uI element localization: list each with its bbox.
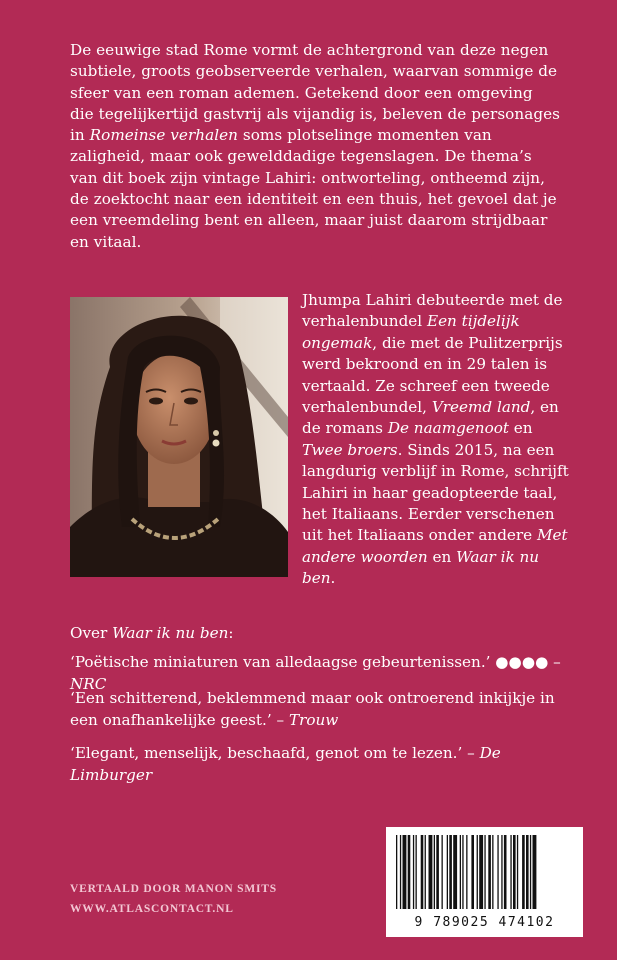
- barcode-bar: [400, 835, 401, 909]
- barcode-bar: [429, 835, 433, 909]
- quote-text: ‘Een schitterend, beklemmend maar ook ontroerend inkijkje in een onafhankelijke geest.’ –: [70, 689, 555, 729]
- barcode-bar: [425, 835, 426, 909]
- barcode-bars: [386, 827, 583, 915]
- isbn-digits: 9 789025 474102: [414, 915, 555, 930]
- translator-credit: VERTAALD DOOR MANON SMITS: [70, 883, 277, 895]
- barcode-bar: [449, 835, 452, 909]
- barcode-bar: [533, 835, 537, 909]
- bio-text-7: .: [330, 569, 336, 588]
- quote-text: ‘Elegant, menselijk, beschaafd, genot om te lezen.’ –: [70, 744, 480, 762]
- reviews-heading-title: Waar ik nu ben: [112, 624, 229, 642]
- barcode-bar: [447, 835, 448, 909]
- barcode-bar: [408, 835, 411, 909]
- barcode-bar: [477, 835, 478, 909]
- review-quote: [70, 743, 570, 786]
- blurb-text-2: soms plotselinge momenten van zaligheid, maar ook gewelddadige tegenslagen. De thema’s van dit boek zijn vintage Lahiri: ontworteling, ontheemd zijn, de zoektocht naar een identiteit en een thuis, het gevoel dat je een vreemdeling bent en alleen, maar juist daarom strijdbaar en vitaal.: [70, 126, 557, 251]
- barcode-bar: [471, 835, 474, 909]
- isbn-barcode: [386, 827, 583, 937]
- bio-book-1: Een tijdelijk ongemak: [302, 312, 520, 352]
- barcode-bar: [504, 835, 507, 909]
- review-quote: [70, 688, 570, 731]
- barcode-bar: [436, 835, 439, 909]
- quote-source: Trouw: [288, 710, 339, 729]
- barcode-bar: [403, 835, 407, 909]
- bio-text-5: . Sinds 2015, na een langdurig verblijf in Rome, schrijft Lahiri in haar geadopteerde taal, het Italiaans. Eerder verschenen uit het Italiaans onder andere: [302, 440, 569, 545]
- barcode-bar: [479, 835, 483, 909]
- bio-text-1: Jhumpa Lahiri debuteerde met de verhalenbundel: [302, 291, 563, 331]
- barcode-bar: [513, 835, 516, 909]
- quote-source: De Limburger: [70, 744, 501, 784]
- barcode-bar: [501, 835, 502, 909]
- barcode-bar: [497, 835, 498, 909]
- barcode-bar: [453, 835, 457, 909]
- reviews-heading-suffix: :: [228, 624, 234, 642]
- quote-text: ‘Poëtische miniaturen van alledaagse gebeurtenissen.’ ●●●● –: [70, 653, 561, 671]
- barcode-bar: [421, 835, 424, 909]
- barcode-bar: [517, 835, 518, 909]
- barcode-bar: [396, 835, 397, 909]
- barcode-bar: [492, 835, 493, 909]
- author-portrait-illustration: [70, 297, 288, 577]
- barcode-bar: [442, 835, 443, 909]
- credits: [70, 879, 277, 919]
- publisher-website: WWW.ATLASCONTACT.NL: [70, 903, 234, 915]
- reviews-heading-prefix: Over: [70, 624, 113, 642]
- barcode-bar: [434, 835, 435, 909]
- barcode-bar: [510, 835, 511, 909]
- bio-book-3: De naamgenoot: [387, 419, 509, 438]
- barcode-bar: [413, 835, 414, 909]
- barcode-bar: [460, 835, 461, 909]
- bio-book-5: Met andere woorden: [302, 526, 568, 566]
- barcode-bar: [462, 835, 463, 909]
- bio-book-6: Waar ik nu ben: [302, 547, 540, 588]
- barcode-bar: [416, 835, 417, 909]
- barcode-bar: [522, 835, 525, 909]
- bio-text-6: en: [427, 547, 457, 566]
- bio-book-2: Vreemd land: [431, 398, 531, 417]
- bio-text-2: , die met de Pulitzerprijs werd bekroond en in 29 talen is vertaald. Ze schreef een tweede verhalenbundel,: [302, 333, 563, 417]
- bio-text-4: en: [508, 419, 533, 438]
- barcode-bar: [530, 835, 531, 909]
- barcode-bar: [488, 835, 491, 909]
- barcode-bar: [526, 835, 529, 909]
- bio-text-3: , en de romans: [302, 398, 559, 438]
- author-photo: [70, 297, 288, 577]
- bio-book-4: Twee broers: [302, 440, 398, 459]
- barcode-bar: [466, 835, 467, 909]
- author-bio: [302, 290, 572, 590]
- quote-source: NRC: [70, 674, 107, 693]
- blurb-book-title: Romeinse verhalen: [89, 126, 238, 145]
- reviews-heading: [70, 624, 234, 642]
- book-blurb: [70, 40, 560, 253]
- barcode-bar: [484, 835, 485, 909]
- blurb-text-1: De eeuwige stad Rome vormt de achtergrond van deze negen subtiele, groots geobserveerde verhalen, waarvan sommige de sfeer van een roman ademen. Getekend door een omgeving die tegelijkertijd gastvrij als vijandig is, beleven de personages in: [70, 41, 560, 145]
